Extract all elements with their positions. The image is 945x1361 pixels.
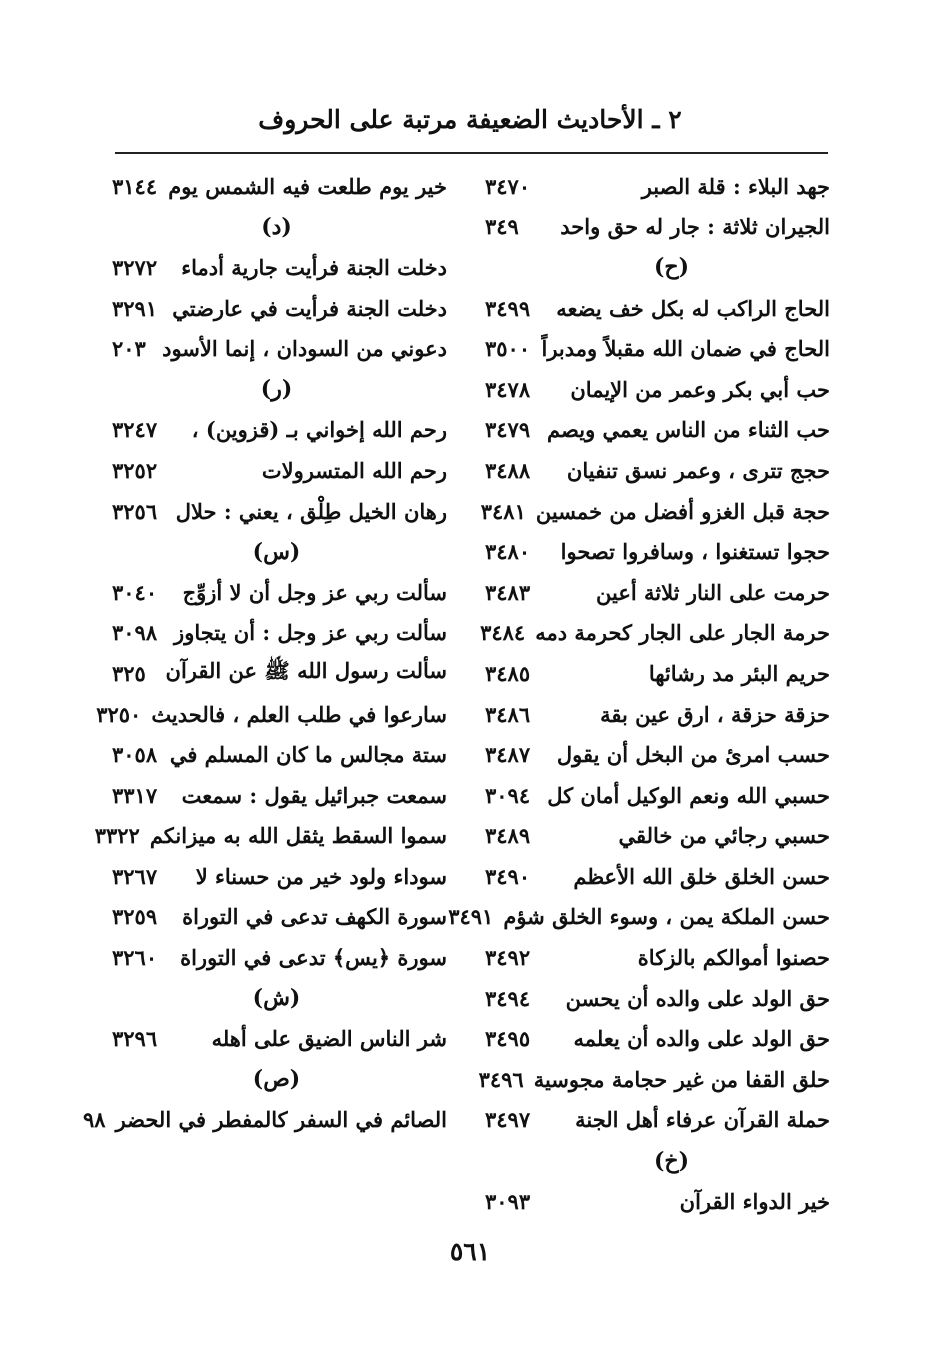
index-entry [112,247,447,288]
index-entry [480,613,830,654]
index-entry [112,1018,447,1059]
hadith-number: ٣٠٩٣ [485,1188,531,1214]
index-entry [485,816,830,857]
hadith-number: ٣٢٥٠ [96,701,142,727]
hadith-incipit: حب أبي بكر وعمر من الإيمان [570,376,830,402]
index-entry [485,450,830,491]
hadith-number: ٣٢٥٦ [112,498,158,524]
hadith-incipit: حسن الملكة يمن ، وسوء الخلق شؤم [503,904,830,930]
hadith-number: ٣٤٩٠ [485,863,531,889]
index-entry [485,166,830,207]
hadith-number: ٣٤٨٠ [485,539,531,565]
index-entry [112,613,447,654]
index-entry [485,369,830,410]
index-entry [485,1100,830,1141]
index-entry [485,207,830,248]
hadith-number: ٣٤٨١ [480,498,526,524]
hadith-number: ٣٢٩١ [112,295,158,321]
hadith-number: ٣٤٩١ [448,904,494,930]
hadith-incipit: سورة ﴿يس﴾ تدعى في التوراة [180,945,447,971]
index-entry [112,450,447,491]
hadith-incipit: حب الثناء من الناس يعمي ويصم [547,417,830,443]
hadith-incipit: حصنوا أموالكم بالزكاة [637,945,830,971]
hadith-number: ٣٤٩٢ [485,945,531,971]
index-entry [485,288,830,329]
hadith-incipit: سموا السقط يثقل الله به ميزانكم [149,823,447,849]
letter-heading: (خ) [653,1147,690,1174]
hadith-number: ٢٠٣ [112,336,146,362]
index-entry [96,694,447,735]
hadith-incipit: حملة القرآن عرفاء أهل الجنة [575,1107,830,1133]
index-entry [83,1100,447,1141]
index-entry [112,288,447,329]
hadith-number: ٣٠٤٠ [112,579,158,605]
hadith-incipit: حق الولد على والده أن يعلمه [573,1026,830,1052]
hadith-incipit: خير يوم طلعت فيه الشمس يوم [168,173,447,199]
hadith-number: ٣٥٠٠ [485,336,531,362]
hadith-incipit: ستة مجالس ما كان المسلم في [169,742,447,768]
hadith-incipit: حسب امرئ من البخل أن يقول [556,742,830,768]
hadith-number: ٣٤٩٤ [485,985,531,1011]
hadith-incipit: سمعت جبرائيل يقول : سمعت [181,782,447,808]
index-entry [112,734,447,775]
hadith-incipit: حريم البئر مد رشائها [648,660,830,686]
hadith-incipit: الصائم في السفر كالمفطر في الحضر [115,1107,447,1133]
hadith-incipit: رحم الله إخواني بـ (قزوين) ، [191,417,447,443]
index-entry [112,328,447,369]
hadith-incipit: الحاج الراكب له بكل خف يضعه [556,295,830,321]
hadith-number: ٣١٤٤ [112,173,158,199]
index-entry [112,653,447,694]
hadith-number: ٣٤٨٣ [485,579,531,605]
index-column-left [83,166,447,1140]
index-entry [485,653,830,694]
hadith-incipit: دعوني من السودان ، إنما الأسود [162,336,447,362]
hadith-number: ٣٤٩٥ [485,1026,531,1052]
hadith-number: ٣٢٤٧ [112,417,158,443]
hadith-incipit: رهان الخيل طِلْق ، يعني : حلال [175,498,447,524]
hadith-number: ٣٤٩ [485,214,519,240]
index-entry [448,897,830,938]
index-entry [112,856,447,897]
index-entry [485,978,830,1019]
hadith-incipit: حرمة الجار على الجار كحرمة دمه [535,620,830,646]
hadith-incipit: دخلت الجنة فرأيت في عارضتي [172,295,447,321]
index-entry [112,775,447,816]
hadith-incipit: حلق القفا من غير حجامة مجوسية [533,1066,830,1092]
hadith-number: ٣٠٩٨ [112,620,158,646]
hadith-incipit: سوداء ولود خير من حسناء لا [195,863,447,889]
hadith-number: ٣٢٦٠ [112,945,158,971]
hadith-incipit: حجج تترى ، وعمر نسق تنفيان [566,457,830,483]
index-entry [94,816,447,857]
letter-heading: (د) [261,213,292,240]
letter-heading: (ر) [260,376,293,403]
hadith-number: ٩٨ [83,1107,106,1133]
hadith-incipit: سألت رسول الله ﷺ عن القرآن [165,657,447,683]
index-entry [485,410,830,451]
hadith-number: ٣٢٦٧ [112,863,158,889]
hadith-number: ٣٣٢٢ [94,823,140,849]
hadith-number: ٣٤٨٥ [485,660,531,686]
hadith-incipit: جهد البلاء : قلة الصبر [641,173,830,199]
index-entry [485,775,830,816]
index-column-right [448,166,830,1221]
letter-heading: (ش) [252,985,301,1012]
hadith-number: ٣٣١٧ [112,782,158,808]
hadith-number: ٣٤٨٩ [485,823,531,849]
header-divider [115,152,828,154]
index-entry [485,531,830,572]
hadith-incipit: حسبي رجائي من خالقي [618,823,830,849]
index-entry [485,1018,830,1059]
hadith-number: ٣٤٧٨ [485,376,531,402]
hadith-number: ٣٤٩٩ [485,295,531,321]
hadith-number: ٣٠٥٨ [112,742,158,768]
hadith-incipit: حسبي الله ونعم الوكيل أمان كل [547,782,830,808]
index-entry [478,1059,830,1100]
hadith-incipit: حسن الخلق خلق الله الأعظم [573,863,830,889]
hadith-incipit: سألت ربي عز وجل أن لا أزوِّج [182,579,447,605]
index-entry [112,897,447,938]
letter-heading: (س) [252,538,301,565]
hadith-incipit: شر الناس الضيق على أهله [211,1026,447,1052]
hadith-number: ٣٢٩٦ [112,1026,158,1052]
hadith-number: ٣٢٥ [112,660,146,686]
hadith-number: ٣٤٧٩ [485,417,531,443]
index-entry [485,694,830,735]
letter-heading: (ح) [653,254,690,281]
hadith-number: ٣٢٥٩ [112,904,158,930]
hadith-number: ٣٤٩٦ [478,1066,524,1092]
index-entry [480,491,830,532]
hadith-incipit: حرمت على النار ثلاثة أعين [596,579,830,605]
hadith-number: ٣٠٩٤ [485,782,531,808]
page-header-title: ٢ ـ الأحاديث الضعيفة مرتبة على الحروف [258,105,682,134]
letter-heading: (ص) [252,1066,301,1093]
page-number: ٥٦١ [449,1237,491,1266]
hadith-incipit: دخلت الجنة فرأيت جارية أدماء [181,254,447,280]
index-entry [485,856,830,897]
index-entry [112,491,447,532]
hadith-incipit: حزقة حزقة ، ارق عين بقة [600,701,830,727]
hadith-incipit: الحاج في ضمان الله مقبلاً ومدبراً [541,336,830,362]
index-entry [485,328,830,369]
index-entry [485,734,830,775]
hadith-incipit: رحم الله المتسرولات [261,457,447,483]
hadith-number: ٣٢٧٢ [112,254,158,280]
index-entry [112,937,447,978]
index-entry [112,410,447,451]
index-entry [112,166,447,207]
hadith-incipit: سألت ربي عز وجل : أن يتجاوز [174,620,447,646]
hadith-incipit: سارعوا في طلب العلم ، فالحديث [151,701,447,727]
hadith-number: ٣٤٨٨ [485,457,531,483]
hadith-number: ٣٢٥٢ [112,457,158,483]
hadith-incipit: سورة الكهف تدعى في التوراة [182,904,447,930]
hadith-incipit: حجة قبل الغزو أفضل من خمسين [535,498,830,524]
hadith-incipit: خير الدواء القرآن [679,1188,830,1214]
index-entry [485,572,830,613]
hadith-number: ٣٤٨٤ [480,620,526,646]
hadith-number: ٣٤٩٧ [485,1107,531,1133]
index-entry [485,1181,830,1222]
hadith-number: ٣٤٨٦ [485,701,531,727]
hadith-number: ٣٤٨٧ [485,742,531,768]
hadith-number: ٣٤٧٠ [485,173,531,199]
index-entry [485,937,830,978]
hadith-incipit: الجيران ثلاثة : جار له حق واحد [560,214,830,240]
hadith-incipit: حق الولد على والده أن يحسن [565,985,830,1011]
hadith-incipit: حجوا تستغنوا ، وسافروا تصحوا [560,539,830,565]
index-entry [112,572,447,613]
